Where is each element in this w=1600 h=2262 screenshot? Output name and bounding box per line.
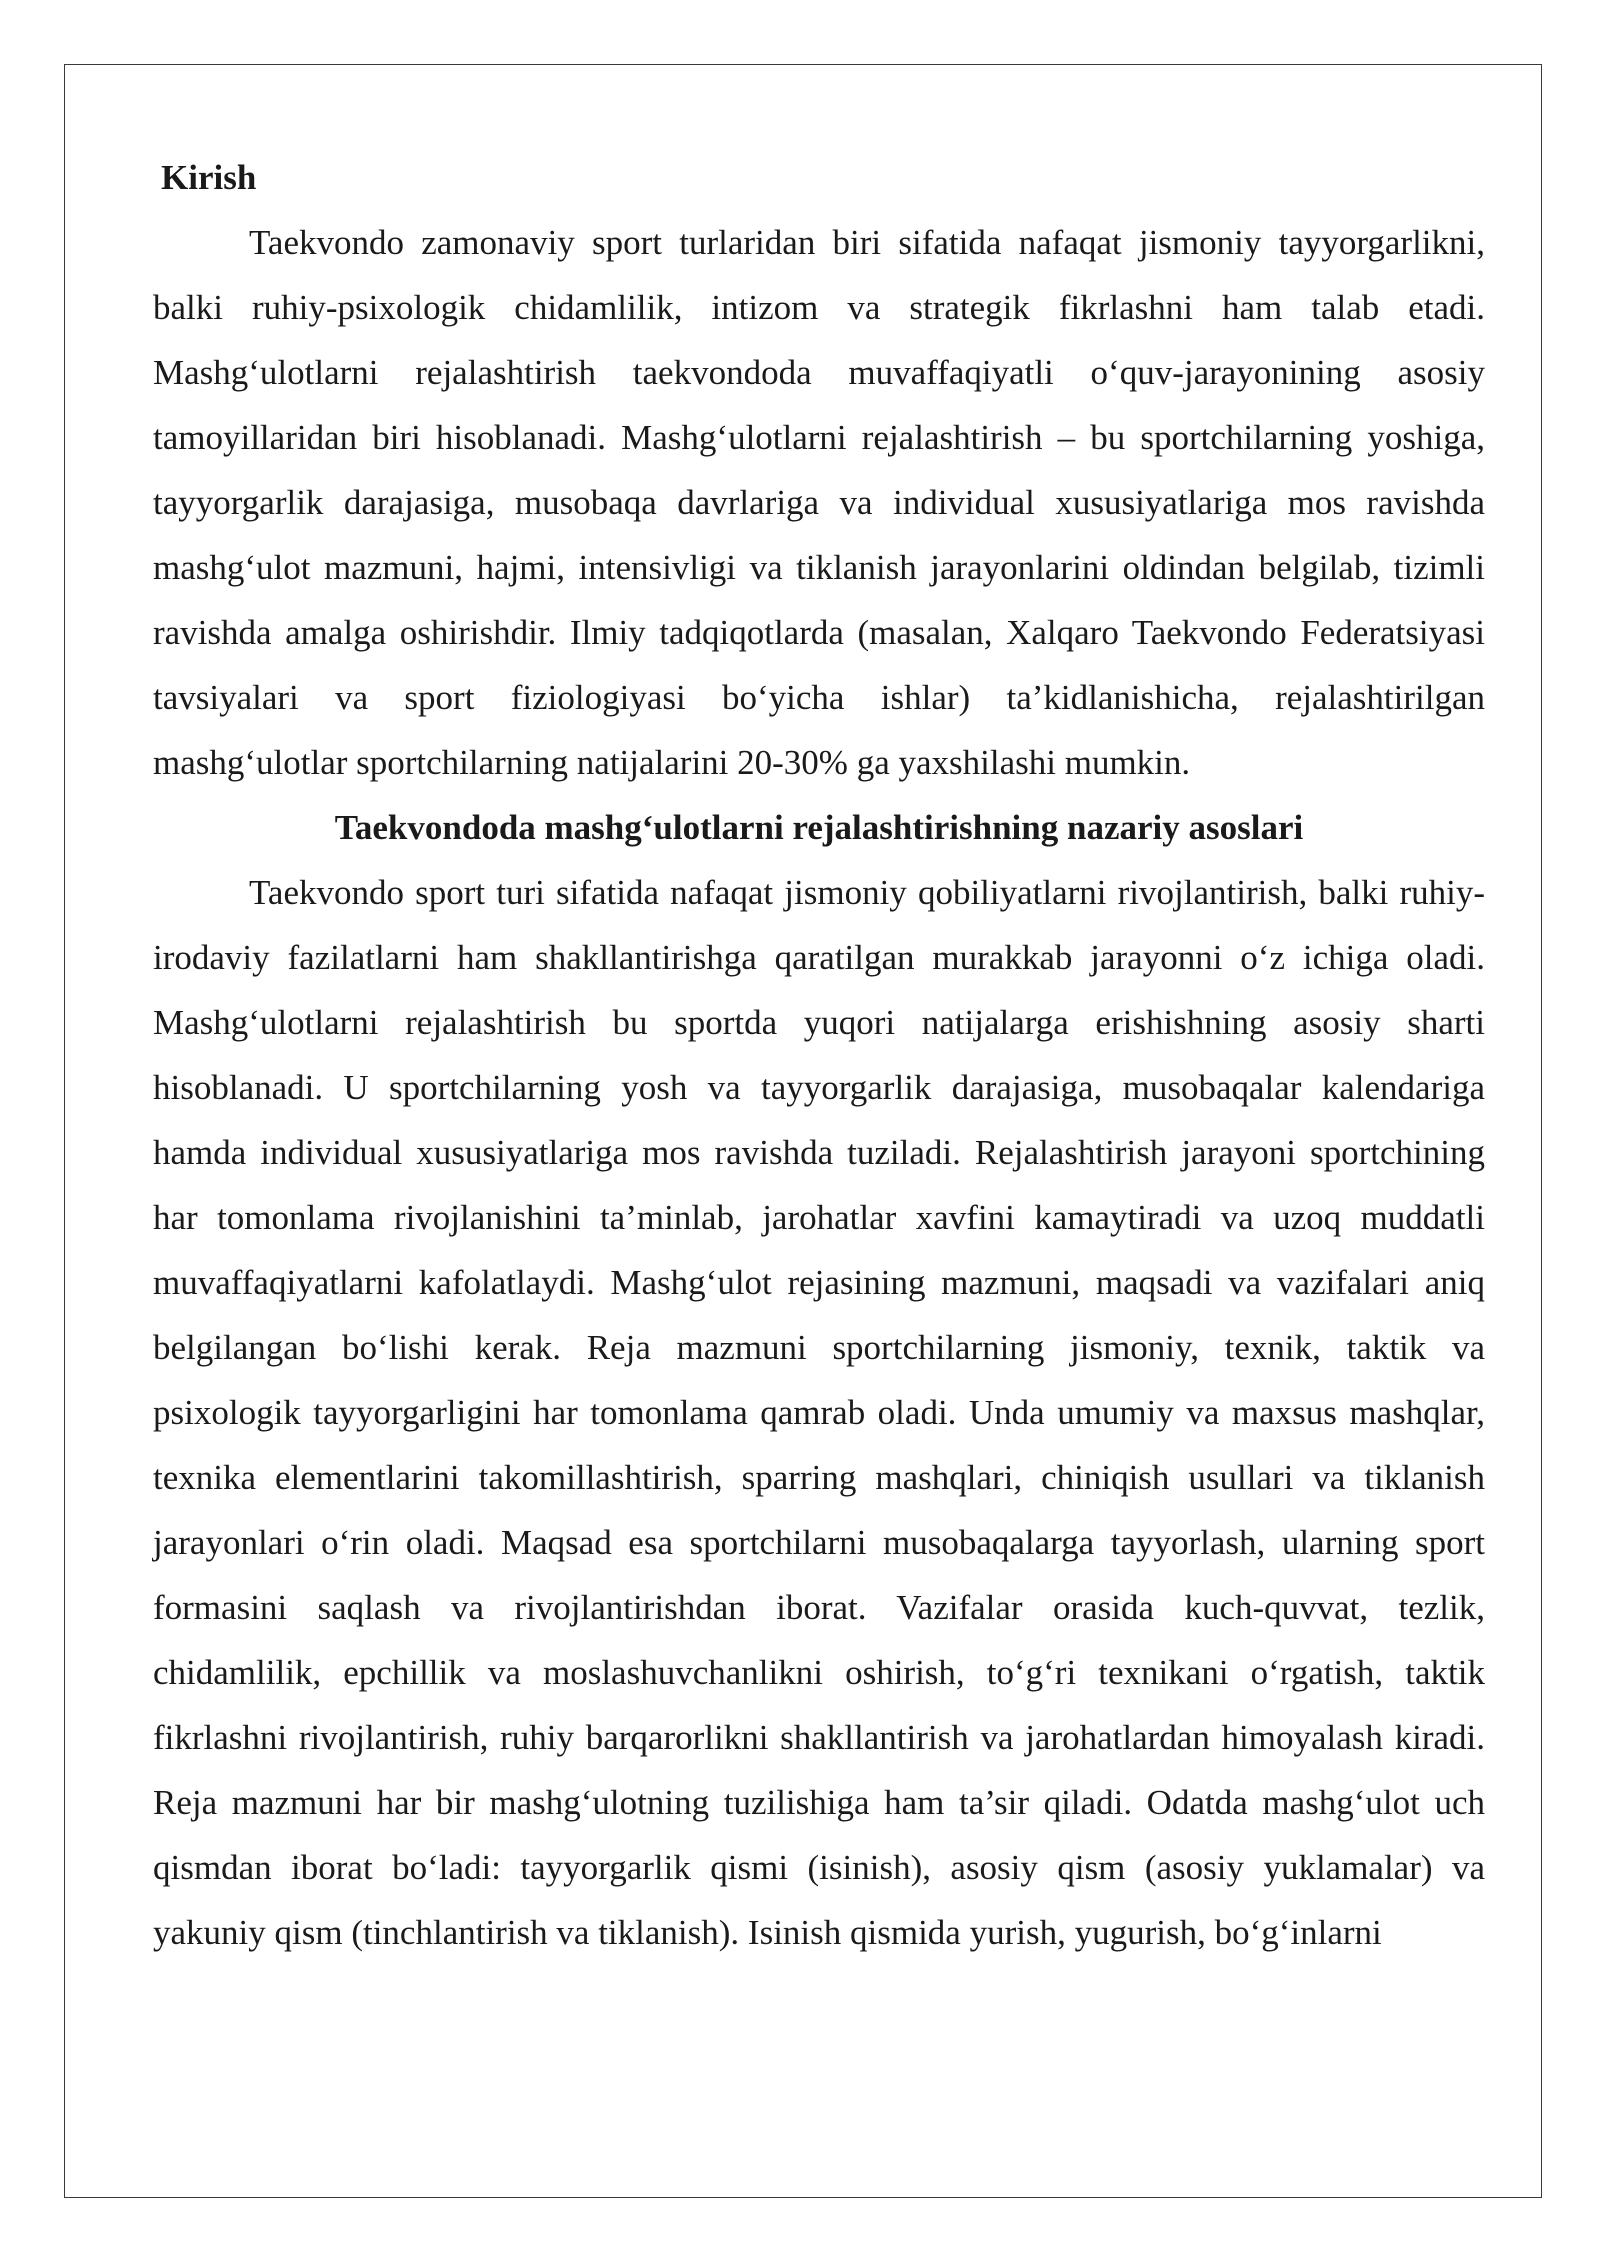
document-body	[153, 145, 1485, 1965]
intro-paragraph: Taekvondo zamonaviy sport turlaridan biri sifatida nafaqat jismoniy tayyorgarlikni, balki ruhiy-psixologik chidamlilik, intizom va strategik fikrlashni ham talab etadi. Mashg‘ulotlarni rejalashtirish taekvondoda muvaffaqiyatli o‘quv-jarayonining asosiy tamoyillaridan biri hisoblanadi. Mashg‘ulotlarni rejalashtirish – bu sportchilarning yoshiga, tayyorgarlik darajasiga, musobaqa davrlariga va individual xususiyatlariga mos ravishda mashg‘ulot mazmuni, hajmi, intensivligi va tiklanish jarayonlarini oldindan belgilab, tizimli ravishda amalga oshirishdir. Ilmiy tadqiqotlarda (masalan, Xalqaro Taekvondo Federatsiyasi tavsiyalari va sport fiziologiyasi bo‘yicha ishlar) ta’kidlanishicha, rejalashtirilgan mashg‘ulotlar sportchilarning natijalarini 20-30% ga yaxshilashi mumkin.	[153, 223, 1485, 782]
section-paragraph: Taekvondo sport turi sifatida nafaqat jismoniy qobiliyatlarni rivojlantirish, balki ruhiy-irodaviy fazilatlarni ham shakllantirishga qaratilgan murakkab jarayonni o‘z ichiga oladi. Mashg‘ulotlarni rejalashtirish bu sportda yuqori natijalarga erishishning asosiy sharti hisoblanadi. U sportchilarning yosh va tayyorgarlik darajasiga, musobaqalar kalendariga hamda individual xususiyatlariga mos ravishda tuziladi. Rejalashtirish jarayoni sportchining har tomonlama rivojlanishini ta’minlab, jarohatlar xavfini kamaytiradi va uzoq muddatli muvaffaqiyatlarni kafolatlaydi. Mashg‘ulot rejasining mazmuni, maqsadi va vazifalari aniq belgilangan bo‘lishi kerak. Reja mazmuni sportchilarning jismoniy, texnik, taktik va psixologik tayyorgarligini har tomonlama qamrab oladi. Unda umumiy va maxsus mashqlar, texnika elementlarini takomillashtirish, sparring mashqlari, chiniqish usullari va tiklanish jarayonlari o‘rin oladi. Maqsad esa sportchilarni musobaqalarga tayyorlash, ularning sport formasini saqlash va rivojlantirishdan iborat. Vazifalar orasida kuch-quvvat, tezlik, chidamlilik, epchillik va moslashuvchanlikni oshirish, to‘g‘ri texnikani o‘rgatish, taktik fikrlashni rivojlantirish, ruhiy barqarorlikni shakllantirish va jarohatlardan himoyalash kiradi. Reja mazmuni har bir mashg‘ulotning tuzilishiga ham ta’sir qiladi. Odatda mashg‘ulot uch qismdan iborat bo‘ladi: tayyorgarlik qismi (isinish), asosiy qism (asosiy yuklamalar) va yakuniy qism (tinchlantirish va tiklanish). Isinish qismida yurish, yugurish, bo‘g‘inlarni	[153, 873, 1485, 1952]
intro-heading: Kirish	[161, 158, 257, 197]
section-heading: Taekvondoda mashg‘ulotlarni rejalashtirishning nazariy asoslari	[334, 808, 1304, 847]
